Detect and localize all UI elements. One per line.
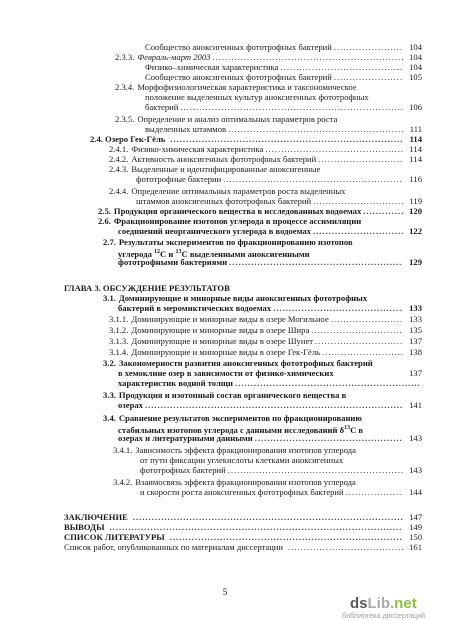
watermark-logo[interactable] [340,595,450,620]
toc-line: 3.1.3. Доминирующие и минорные виды в озере Шунет ..... 137 [109,336,422,346]
toc-line-backmatter: Список работ, опубликованных по материалам диссертации ..... 161 [64,542,422,552]
toc-line-backmatter: ЗАКЛЮЧЕНИЕ ..... 147 [64,512,422,522]
toc-line: положение выделенных культур аноксигенных фототрофных [145,92,369,102]
toc-line: озерах ..... 141 [118,400,422,410]
toc-line: 2.4.2. Активность аноксигенных фототрофных бактерий ..... 114 [109,154,422,164]
toc-line-backmatter: СПИСОК ЛИТЕРАТУРЫ ..... 150 [64,532,422,542]
toc-line-section: 3.4. Сравнение результатов экспериментов по фракционированию [103,413,362,423]
toc-line: 2.3.4. Морфофизиологическая характеристика и таксономическое [115,82,357,92]
toc-line-section: 2.4. Озеро Гек-Гёль ..... 114 [90,134,422,144]
toc-line: и скорости роста аноксигенных фототрофных бактерий ..... 144 [140,487,422,497]
toc-line: характеристик водной толщи ..... [118,378,422,388]
toc-line-section: 3.1. Доминирующие и минорные виды аноксигенных фототрофных [103,293,368,303]
toc-line: углерода $^{12}$C и $^{13}$C выделенными аноксигенными [118,248,310,259]
toc-line: Сообщество аноксигенных фототрофных бактерий ..... 105 [145,72,422,82]
toc-line: фототрофными бактериями ..... 129 [118,257,422,267]
toc-line: штаммов аноксигенных фототрофных бактерий ..... 119 [136,196,422,206]
toc-line: бактерий в меромиктических водоемах ..... 133 [118,303,422,313]
toc-line: Сообщество аноксигенных фототрофных бактерий ..... 104 [145,42,422,52]
toc-line: 2.4.4. Определение оптимальных параметров роста выделенных [109,186,346,196]
toc-line-section: 2.5. Продукция органического вещества в исследованных водоемах ..... 120 [98,206,422,216]
toc-line: 2.4.3. Выделенные и идентифицированные аноксигенные [109,164,321,174]
toc-line: 2.3.5. Определение и анализ оптимальных параметров роста [115,114,338,124]
toc-line: фототрофные бактерии ..... 116 [136,174,422,184]
toc-line: стабильных изотопов углерода с данными исследований $\delta^{13}C$ в [118,424,364,435]
toc-line: соединений неорганического углерода в водоемах ..... 122 [118,226,422,236]
toc-line: 2.4.1. Физико-химическая характеристика ..... 114 [109,144,422,154]
toc-line-backmatter: ВЫВОДЫ ..... 149 [64,522,422,532]
toc-line: бактерий ..... 106 [145,102,422,112]
watermark-subtitle: библиотека диссертаций [342,611,426,620]
toc-line: 3.1.4. Доминирующие и минорные виды в озере Гек-Гёль ..... 138 [109,347,422,357]
toc-line: 3.1.2. Доминирующие и минорные виды в озере Шира ..... 135 [109,325,422,335]
toc-line: 3.4.2. Взаимосвязь эффекта фракционирования изотопов углерода [113,477,356,487]
toc-line-section: 3.3. Продукция и изотопный состав органического вещества в [103,390,347,400]
toc-line: 3.4.1. Зависимость эффекта фракционирования изотопов углерода [113,445,356,455]
page-number: 5 [222,587,228,597]
toc-line: в хемоклине озер в зависимости от физико-химических 137 [118,368,422,378]
toc-line-section: 2.7. Результаты экспериментов по фракционированию изотопов [103,237,353,247]
toc-line: от пути фиксации углекислоты клетками аноксигенных [140,455,344,465]
toc-line: Физико–химическая характеристика ..... 104 [145,62,422,72]
toc-line: выделенных штаммов ..... 111 [145,124,422,134]
toc-line: 2.3.3. Февраль-март 2003 ..... 104 [115,52,422,62]
toc-line: фототрофных бактерий ..... 143 [140,465,422,475]
toc-line: озерах и литературными данными ..... 143 [118,433,422,443]
toc-line-section: 2.6. Фракционирование изотопов углерода в процессе ассимиляции [98,216,362,226]
toc-line-section: 3.2. Закономерности развития аноксигенных фототрофных бактерий [103,358,373,368]
watermark-brand: dsLib.net [350,595,417,612]
chapter-heading: ГЛАВА 3. ОБСУЖДЕНИЕ РЕЗУЛЬТАТОВ [64,283,230,293]
toc-line: 3.1.1. Доминирующие и минорные виды в озере Могильное ..... 133 [109,314,422,324]
